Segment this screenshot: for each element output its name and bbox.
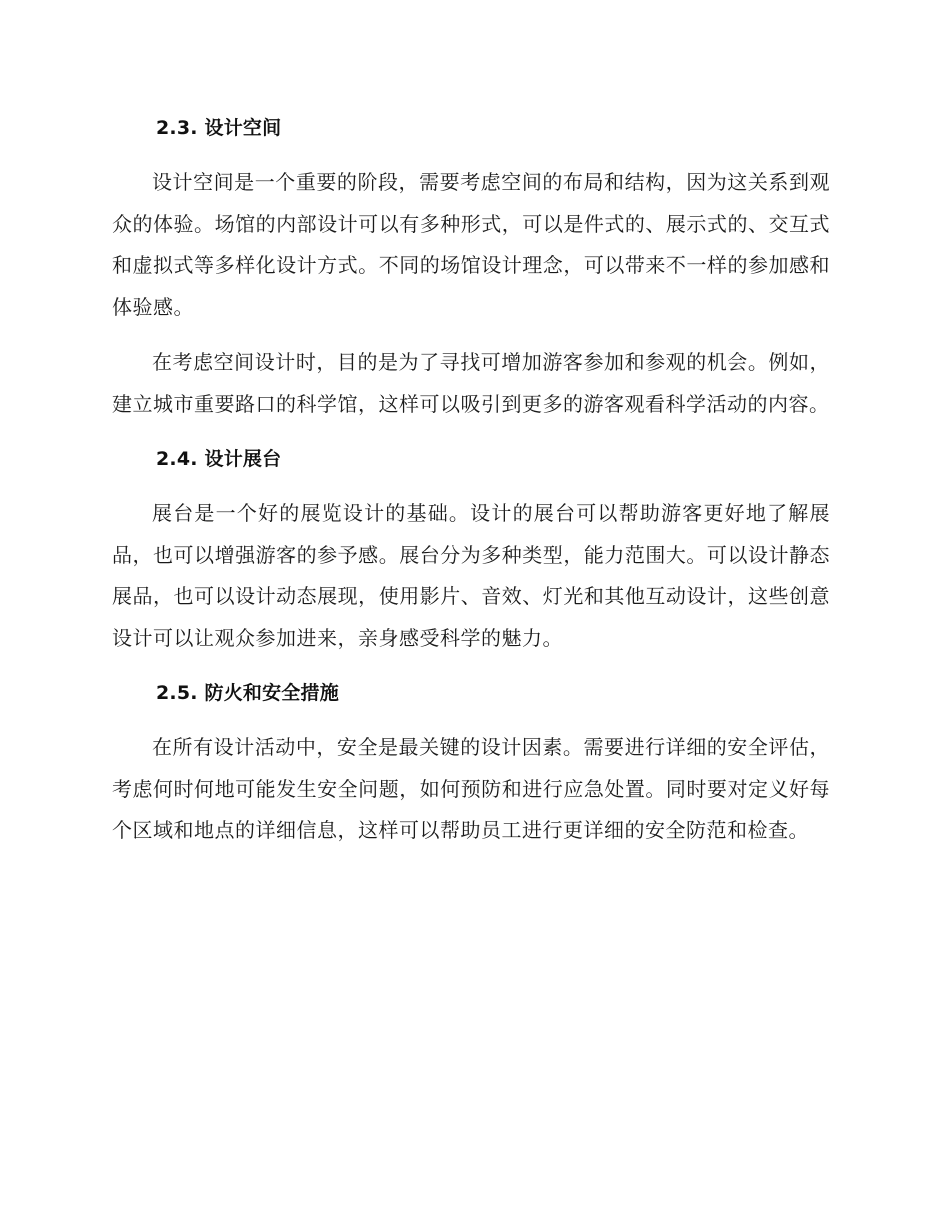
- paragraph-fire-safety: 在所有设计活动中，安全是最关键的设计因素。需要进行详细的安全评估，考虑何时何地可能发生安全问题，如何预防和进行应急处置。同时要对定义好每个区域和地点的详细信息，这样可以帮助员工进行更详细的安全防范和检查。: [112, 735, 830, 842]
- section-heading-2-4: 2.4. 设计展台: [156, 448, 282, 470]
- document-page: [112, 108, 830, 852]
- section-heading-2-3: 2.3. 设计空间: [156, 117, 282, 139]
- section-heading-2-5: 2.5. 防火和安全措施: [156, 682, 339, 704]
- paragraph-design-space-1: 设计空间是一个重要的阶段，需要考虑空间的布局和结构，因为这关系到观众的体验。场馆的内部设计可以有多种形式，可以是件式的、展示式的、交互式和虚拟式等多样化设计方式。不同的场馆设计理念，可以带来不一样的参加感和体验感。: [112, 170, 830, 319]
- paragraph-design-booth: 展台是一个好的展览设计的基础。设计的展台可以帮助游客更好地了解展品，也可以增强游客的参予感。展台分为多种类型，能力范围大。可以设计静态展品，也可以设计动态展现，使用影片、音效、灯光和其他互动设计，这些创意设计可以让观众参加进来，亲身感受科学的魅力。: [112, 501, 830, 650]
- paragraph-design-space-2: 在考虑空间设计时，目的是为了寻找可增加游客参加和参观的机会。例如，建立城市重要路口的科学馆，这样可以吸引到更多的游客观看科学活动的内容。: [112, 350, 830, 416]
